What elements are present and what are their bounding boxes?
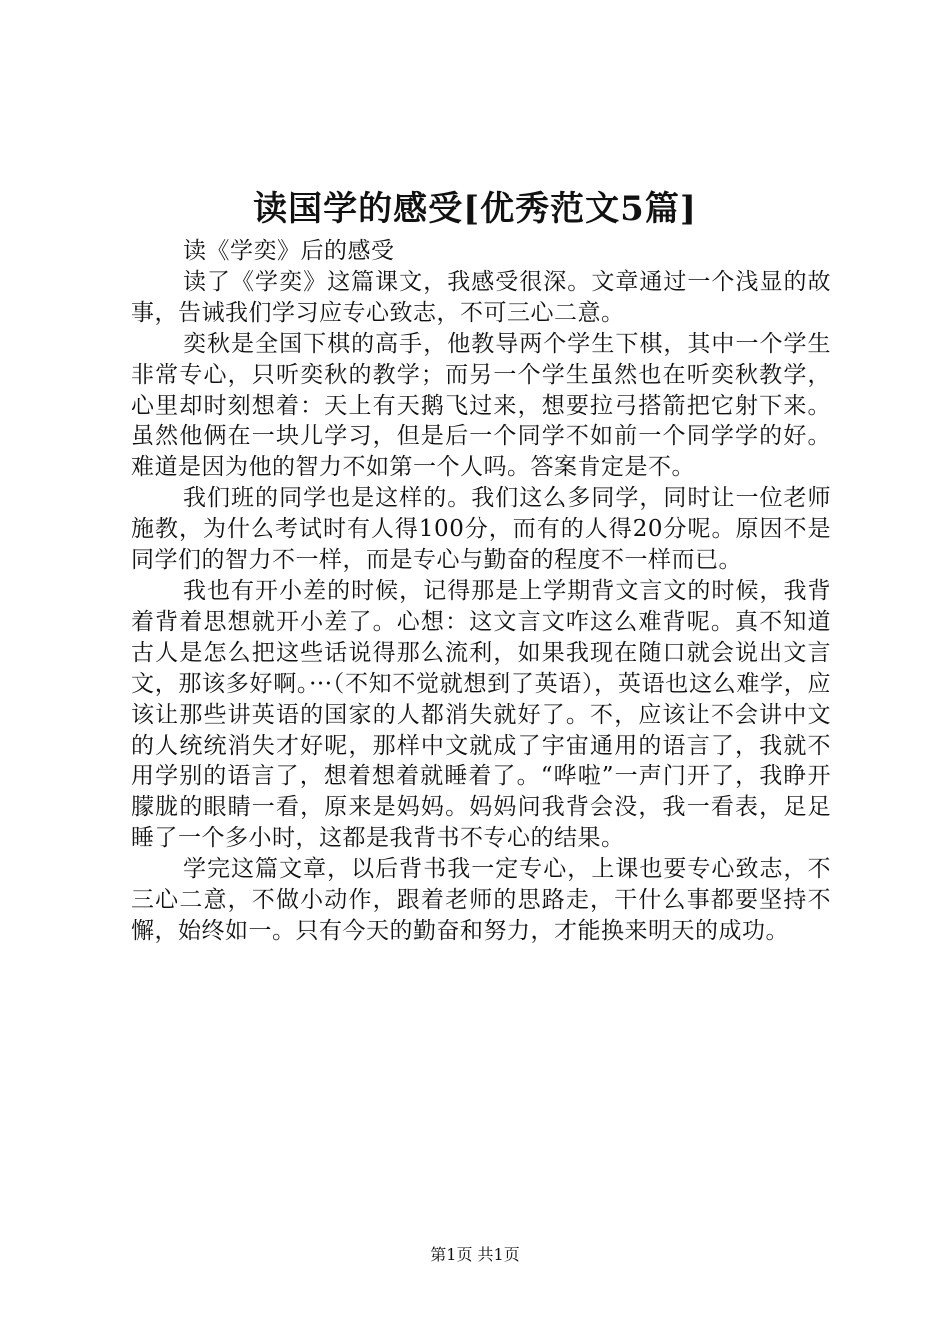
paragraph-subtitle: 读《学奕》后的感受 xyxy=(183,238,395,264)
paragraph: 我们班的同学也是这样的。我们这么多同学，同时让一位老师施教，为什么考试时有人得100分，而有的人得20分呢。原因不是同学们的智力不一样，而是专心与勤奋的程度不一样而已。 xyxy=(131,485,831,574)
page-number-footer: 第1页 共1页 xyxy=(430,1245,520,1264)
paragraph: 我也有开小差的时候，记得那是上学期背文言文的时候，我背着背着思想就开小差了。心想：这文言文咋这么难背呢。真不知道古人是怎么把这些话说得那么流利，如果我现在随口就会说出文言文，那该多好啊。···（不知不觉就想到了英语），英语也这么难学，应该让那些讲英语的国家的人都消失就好了。不，应该让不会讲中文的人统统消失才好呢，那样中文就成了宇宙通用的语言了，我就不用学别的语言了，想着想着就睡着了。“哗啦”一声门开了，我睁开朦胧的眼睛一看，原来是妈妈。妈妈问我背会没，我一看表，足足睡了一个多小时，这都是我背书不专心的结果。 xyxy=(131,577,831,852)
paragraph: 奕秋是全国下棋的高手，他教导两个学生下棋，其中一个学生非常专心，只听奕秋的教学；而另一个学生虽然也在听奕秋教学，心里却时刻想着：天上有天鹅飞过来，想要拉弓搭箭把它射下来。虽然他俩在一块儿学习，但是后一个同学不如前一个同学学的好。难道是因为他的智力不如第一个人吗。答案肯定是不。 xyxy=(131,330,831,481)
document-body xyxy=(131,236,831,947)
paragraph: 读了《学奕》这篇课文，我感受很深。文章通过一个浅显的故事，告诫我们学习应专心致志，不可三心二意。 xyxy=(131,268,831,326)
paragraph: 学完这篇文章，以后背书我一定专心，上课也要专心致志，不三心二意，不做小动作，跟着老师的思路走，干什么事都要坚持不懈，始终如一。只有今天的勤奋和努力，才能换来明天的成功。 xyxy=(131,856,831,944)
document-title: 读国学的感受[优秀范文5篇] xyxy=(253,189,697,229)
